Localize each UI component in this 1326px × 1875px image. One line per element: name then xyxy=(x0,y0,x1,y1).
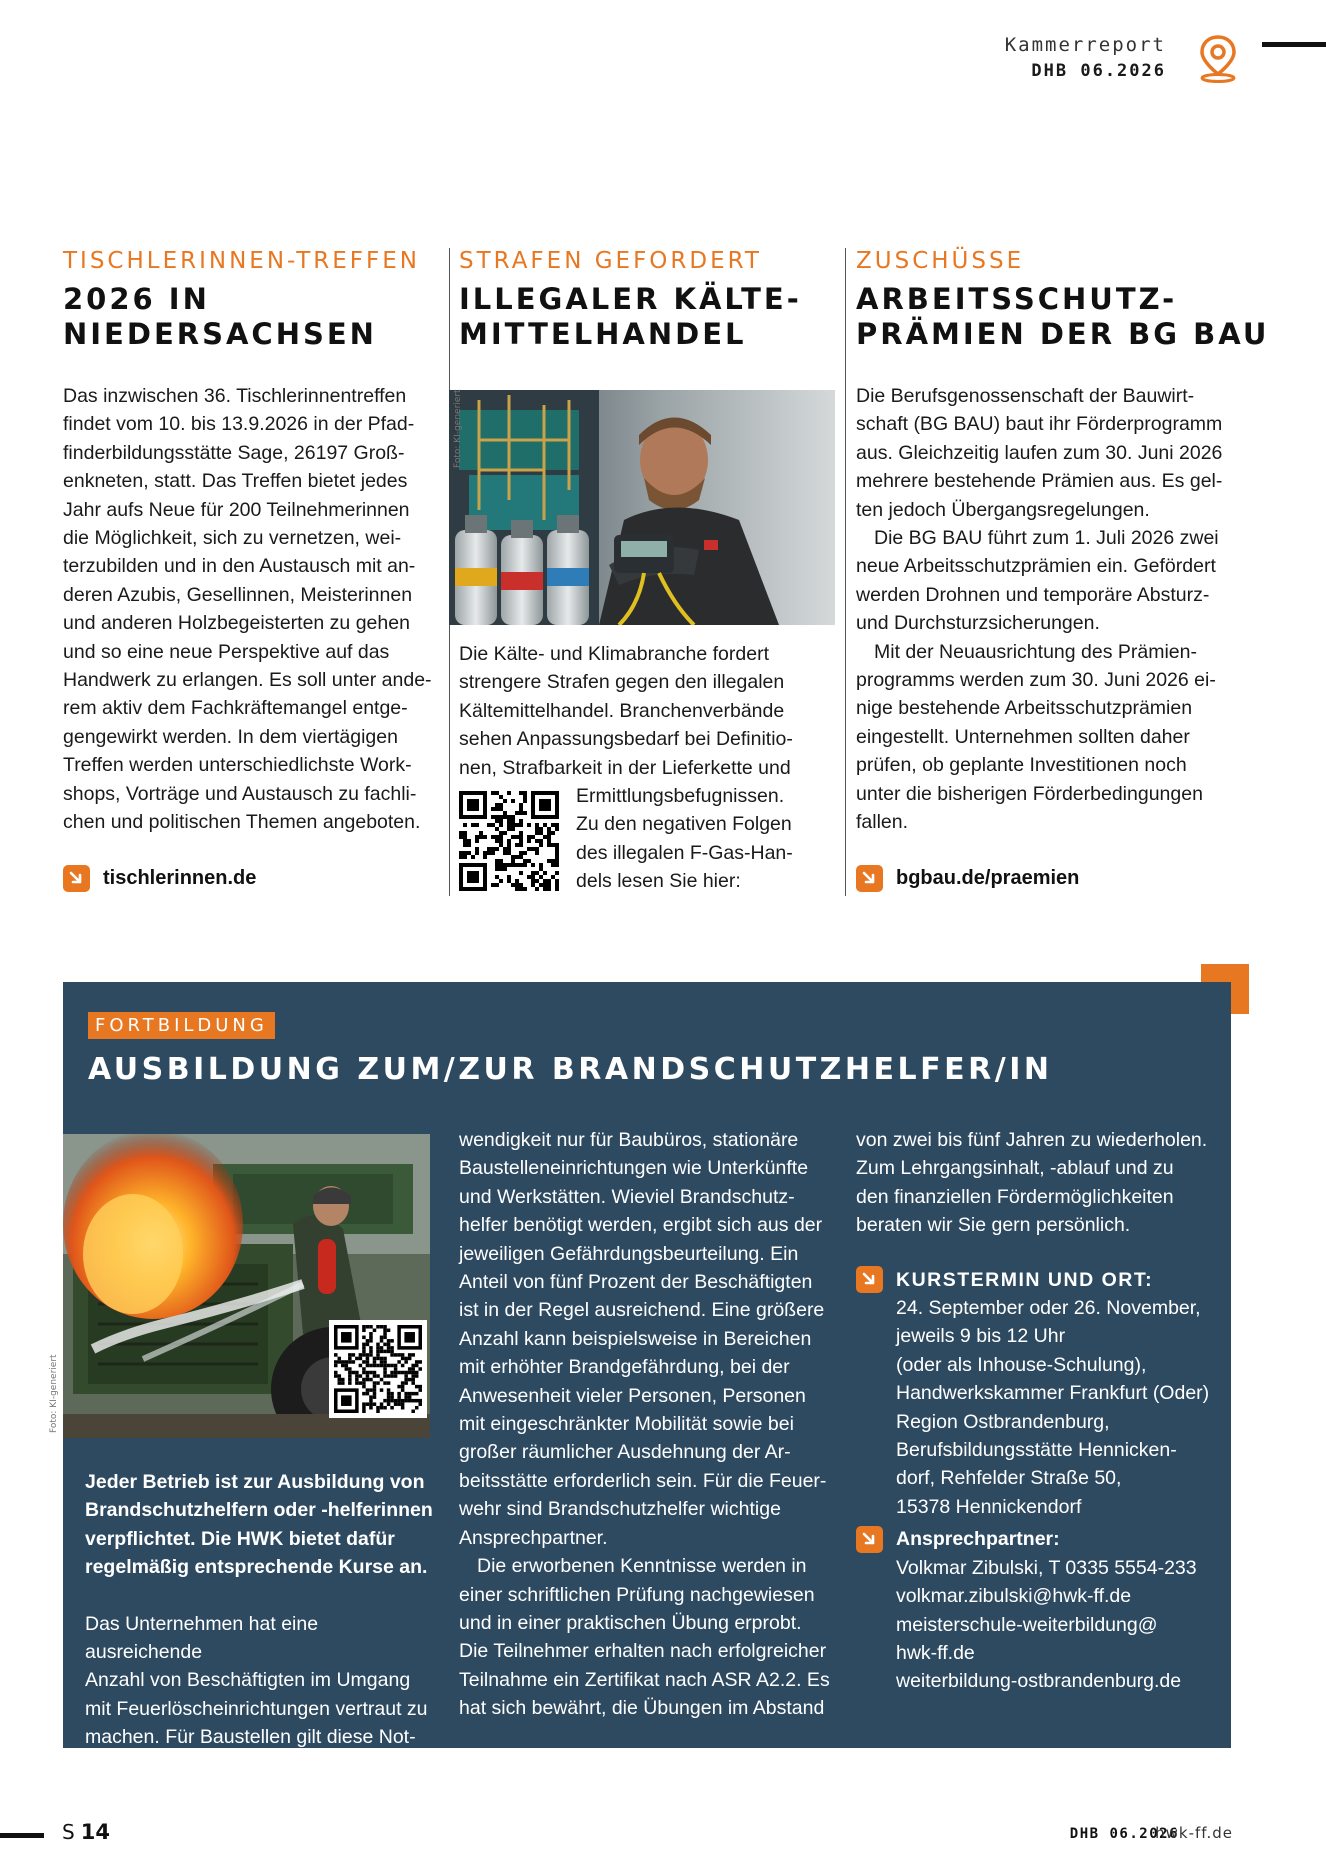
box-body: Das Unternehmen hat eine ausreichende Anzahl von Beschäftigten im Umgang mit Feuerlöscheinrichtungen vertraut zu machen. Für Baustellen gilt diese Not- xyxy=(85,1612,428,1749)
column-separator xyxy=(845,248,846,896)
box-title: AUSBILDUNG ZUM/ZUR BRANDSCHUTZHELFER/IN xyxy=(88,1052,1053,1087)
box-column-1 xyxy=(85,1468,435,1752)
header-rule xyxy=(1262,42,1326,47)
kurs-details: 24. September oder 26. November, jeweils 9 bis 12 Uhr (oder als Inhouse-Schulung), Handwerkskammer Frankfurt (Oder) Region Ostbrandenburg, Berufsbildungsstätte Hennicken- dorf, Rehfelder Straße 50, 15378 Hennickendorf xyxy=(896,1297,1210,1518)
article-bgbau xyxy=(856,246,1270,896)
arrow-link-icon xyxy=(63,865,90,892)
section-label: Kammerreport xyxy=(1004,34,1166,56)
location-pin-icon xyxy=(1196,34,1240,84)
arrow-link-icon xyxy=(856,1266,883,1293)
qr-code-icon[interactable] xyxy=(329,1320,427,1418)
link-bgbau[interactable]: bgbau.de/praemien xyxy=(856,865,1079,892)
article-body: Die Berufsgenossenschaft der Bauwirt- schaft (BG BAU) baut ihr Förderprogramm aus. Gleichzeitig laufen zum 30. Juni 2026 mehrere bestehende Prämien aus. Es gel- ten jedoch Übergangsregelungen. Die BG BAU führt zum 1. Juli 2026 zwei neue Arbeitsschutzprämien ein. Gefördert werden Drohnen und temporäre Absturz- und Durchsturzsicherungen. Mit der Neuausrichtung des Prämien- programms werden zum 30. Juni 2026 ei- nige bestehende Arbeitsschutzprämien eingestellt. Unternehmen sollten daher prüfen, ob geplante Investitionen noch unter die bisherigen Förderbedingungen fallen. xyxy=(856,385,1223,834)
contact-email[interactable]: volkmar.zibulski@hwk-ff.de xyxy=(896,1585,1132,1608)
photo-refrigeration-technician xyxy=(449,390,835,625)
article-title: 2026 IN NIEDERSACHSEN xyxy=(63,282,377,351)
article-kicker: ZUSCHÜSSE xyxy=(856,248,1025,274)
article-kicker: TISCHLERINNEN-TREFFEN xyxy=(63,248,420,274)
footer-rule xyxy=(0,1833,44,1838)
link-tischlerinnen[interactable]: tischlerinnen.de xyxy=(63,865,256,892)
issue-label: DHB 06.2026 xyxy=(1031,61,1166,81)
article-body: Das inzwischen 36. Tischlerinnentreffen findet vom 10. bis 13.9.2026 in der Pfad- finderbildungsstätte Sage, 26197 Groß- enkneten, statt. Das Treffen bietet jedes Jahr aufs Neue für 200 Teilnehmerinnen die Möglichkeit, sich zu vernetzen, wei- terzubilden und in den Austausch mit an- deren Azubis, Gesellinnen, Meisterinnen und anderen Holzbegeisterten zu gehen und so eine neue Perspektive auf das Handwerk zu erlangen. Es soll unter ande- rem aktiv dem Fachkräftemangel entge- gengewirkt werden. In dem viertägigen Treffen werden unterschiedlichste Work- shops, Vorträge und Austausch zu fachli- chen und politischen Themen angeboten. xyxy=(63,385,432,834)
qr-caption: Ermittlungsbefugnissen. Zu den negativen Folgen des illegalen F-Gas-Han- dels lesen Sie hier: xyxy=(576,785,793,893)
contact-website[interactable]: weiterbildung-ostbrandenburg.de xyxy=(896,1670,1182,1693)
footer-url[interactable]: hwk-ff.de xyxy=(1155,1824,1233,1842)
arrow-link-icon xyxy=(856,1526,883,1553)
contact-email-2[interactable]: meisterschule-weiterbildung@ xyxy=(896,1613,1158,1636)
article-body: Die Kälte- und Klimabranche fordert strengere Strafen gegen den illegalen Kältemittelhandel. Branchenverbände sehen Anpassungsbedarf bei Definitio- nen, Strafbarkeit in der Lieferkette und xyxy=(459,643,793,779)
box-lead: Jeder Betrieb ist zur Ausbildung von Brandschutzhelfern oder -helferinnen verpflichtet. Die HWK bietet dafür regelmäßig entsprechende Kurse an. xyxy=(85,1471,433,1579)
article-kicker: STRAFEN GEFORDERT xyxy=(459,248,762,274)
qr-code-icon[interactable] xyxy=(459,791,559,891)
kurs-heading: KURSTERMIN UND ORT: xyxy=(856,1266,1216,1294)
photo-credit: Foto: KI-generiert xyxy=(453,389,463,468)
article-tischlerinnen xyxy=(63,246,435,896)
article-title: ILLEGALER KÄLTE- MITTELHANDEL xyxy=(459,282,802,351)
article-title: ARBEITSSCHUTZ- PRÄMIEN DER BG BAU xyxy=(856,282,1270,351)
box-column-3: von zwei bis fünf Jahren zu wiederholen. Zum Lehrgangsinhalt, -ablauf und zu den finanziellen Fördermöglichkeiten beraten wir Sie gern persönlich. KURSTERMIN UND ORT: 24. September oder 26. November, jeweils 9 bis 12 Uhr (oder als Inhouse-Schulung), Handwerkskammer Frankfurt (Oder) Region Ostbrandenburg, Berufsbildungsstätte Hennicken- dorf, Rehfelder Straße 50, 15378 Hennickendorf Ansprechpartner: Volkmar Zibulski, T 0335 5554-233 volkmar.zibulski@hwk-ff.de meisterschule-weiterbildung@ hwk-ff.de weiterbildung-ostbrandenburg.de xyxy=(856,1126,1216,1696)
photo-credit: Foto: KI-generiert xyxy=(49,1354,59,1433)
arrow-link-icon xyxy=(856,865,883,892)
contact-heading: Ansprechpartner: xyxy=(856,1525,1216,1553)
box-column-2: wendigkeit nur für Baubüros, stationäre Baustelleneinrichtungen wie Unterkünfte und Werkstätten. Wieviel Brandschutz- helfer benötigt werden, ergibt sich aus der jeweiligen Gefährdungsbeurteilung. Ein Anteil von fünf Prozent der Beschäftigten ist in der Regel ausreichend. Eine größere Anzahl kann beispielsweise in Bereichen mit erhöhter Brandgefährdung, bei der Anwesenheit vieler Personen, Personen mit eingeschränkter Mobilität sowie bei großer räumlicher Ausdehnung der Ar- beitsstätte erforderlich sein. Für die Feuer- wehr sind Brandschutzhelfer wichtige Ansprechpartner. Die erworbenen Kenntnisse werden in einer schriftlichen Prüfung nachgewiesen und in einer praktischen Übung erprobt. Die Teilnehmer erhalten nach erfolgreicher Teilnahme ein Zertifikat nach ASR A2.2. Es hat sich bewährt, die Übungen im Abstand xyxy=(459,1129,830,1720)
footer-issue: DHB 06.2026 xyxy=(1069,1826,1179,1842)
box-kicker: FORTBILDUNG xyxy=(88,1012,275,1039)
contact-details: Volkmar Zibulski, T 0335 5554-233 volkmar.zibulski@hwk-ff.de meisterschule-weiterbildung@ hwk-ff.de weiterbildung-ostbrandenburg.de xyxy=(856,1554,1216,1696)
page-number: S 14 xyxy=(62,1820,110,1844)
